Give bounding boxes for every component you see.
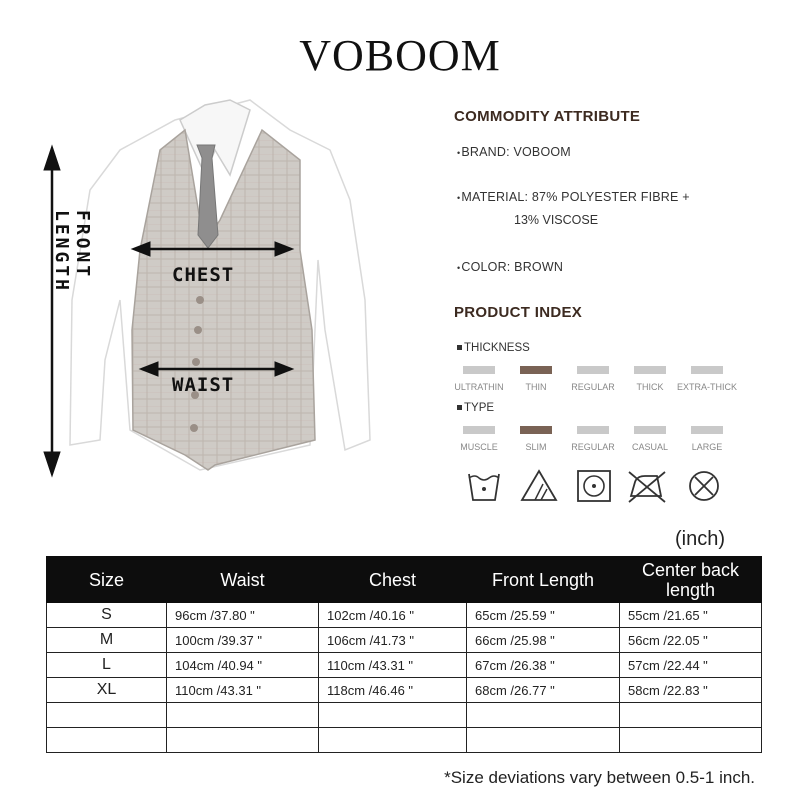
thickness-option-bar — [520, 366, 552, 374]
table-row — [47, 628, 762, 653]
no-iron-icon — [625, 468, 669, 506]
waist-label: WAIST — [172, 374, 235, 396]
waist-cell: 110cm /43.31 " — [167, 678, 319, 703]
unit-label: (inch) — [675, 528, 726, 550]
color-attribute: •COLOR: BROWN — [457, 260, 564, 274]
header-front-length: Front Length — [467, 557, 620, 603]
thickness-label: THICKNESS — [457, 342, 530, 354]
size-cell: XL — [47, 678, 167, 703]
size-cell: M — [47, 628, 167, 653]
chest-cell: 110cm /43.31 " — [319, 653, 467, 678]
chest-cell: 102cm /40.16 " — [319, 603, 467, 628]
product-index-heading: PRODUCT INDEX — [454, 304, 583, 321]
size-footnote: *Size deviations vary between 0.5-1 inch. — [444, 768, 755, 787]
type-option-label: MUSCLE — [460, 442, 498, 452]
thickness-option-bar — [463, 366, 495, 374]
type-option — [674, 426, 740, 452]
chest-label: CHEST — [172, 264, 235, 286]
type-option-label: SLIM — [525, 442, 547, 452]
chest-cell: 118cm /46.46 " — [319, 678, 467, 703]
waist-cell: 104cm /40.94 " — [167, 653, 319, 678]
center-back-length-cell: 56cm /22.05 " — [620, 628, 762, 653]
thickness-option-label: REGULAR — [571, 382, 615, 392]
front-length-label: FRONT LENGTH — [51, 210, 93, 294]
thickness-option — [674, 366, 740, 392]
front-length-cell: 66cm /25.98 " — [467, 628, 620, 653]
type-option-bar — [520, 426, 552, 434]
size-cell: S — [47, 603, 167, 628]
table-row-empty — [47, 728, 762, 753]
table-row — [47, 653, 762, 678]
header-chest: Chest — [319, 557, 467, 603]
commodity-heading: COMMODITY ATTRIBUTE — [454, 108, 641, 125]
waist-cell: 96cm /37.80 " — [167, 603, 319, 628]
waist-cell: 100cm /39.37 " — [167, 628, 319, 653]
type-scale — [460, 426, 760, 456]
type-option-label: LARGE — [691, 442, 723, 452]
thickness-option-label: ULTRATHIN — [454, 382, 504, 392]
thickness-option-bar — [691, 366, 723, 374]
type-label: TYPE — [457, 402, 494, 414]
thickness-option-label: EXTRA-THICK — [676, 382, 737, 392]
tumble-dry-icon — [575, 468, 615, 504]
brand-attribute: •BRAND: VOBOOM — [457, 145, 571, 159]
header-waist: Waist — [167, 557, 319, 603]
size-table-header — [47, 557, 762, 603]
header-size: Size — [47, 557, 167, 603]
center-back-length-cell: 57cm /22.44 " — [620, 653, 762, 678]
material-attribute: •MATERIAL: 87% POLYESTER FIBRE + — [457, 190, 690, 204]
brand-title: VOBOOM — [299, 31, 501, 80]
front-length-cell: 65cm /25.59 " — [467, 603, 620, 628]
thickness-option-label: THICK — [636, 382, 664, 392]
type-option-bar — [463, 426, 495, 434]
hand-wash-icon — [465, 468, 505, 504]
header-center-back-length: Center back length — [620, 557, 762, 603]
type-option-bar — [634, 426, 666, 434]
front-length-cell: 67cm /26.38 " — [467, 653, 620, 678]
thickness-option-bar — [577, 366, 609, 374]
thickness-option-label: THIN — [525, 382, 547, 392]
thickness-scale — [454, 366, 760, 396]
care-icons — [465, 468, 735, 508]
no-dry-clean-icon — [685, 468, 725, 504]
size-table — [46, 556, 762, 753]
front-length-cell: 68cm /26.77 " — [467, 678, 620, 703]
type-option-bar — [577, 426, 609, 434]
type-option-bar — [691, 426, 723, 434]
bleach-icon — [519, 468, 559, 504]
thickness-option-bar — [634, 366, 666, 374]
table-row-empty — [47, 703, 762, 728]
table-row — [47, 603, 762, 628]
center-back-length-cell: 58cm /22.83 " — [620, 678, 762, 703]
type-option-label: CASUAL — [631, 442, 668, 452]
material-attribute-cont: 13% VISCOSE — [514, 213, 599, 227]
center-back-length-cell: 55cm /21.65 " — [620, 603, 762, 628]
chest-cell: 106cm /41.73 " — [319, 628, 467, 653]
type-option-label: REGULAR — [571, 442, 615, 452]
table-row — [47, 678, 762, 703]
size-cell: L — [47, 653, 167, 678]
